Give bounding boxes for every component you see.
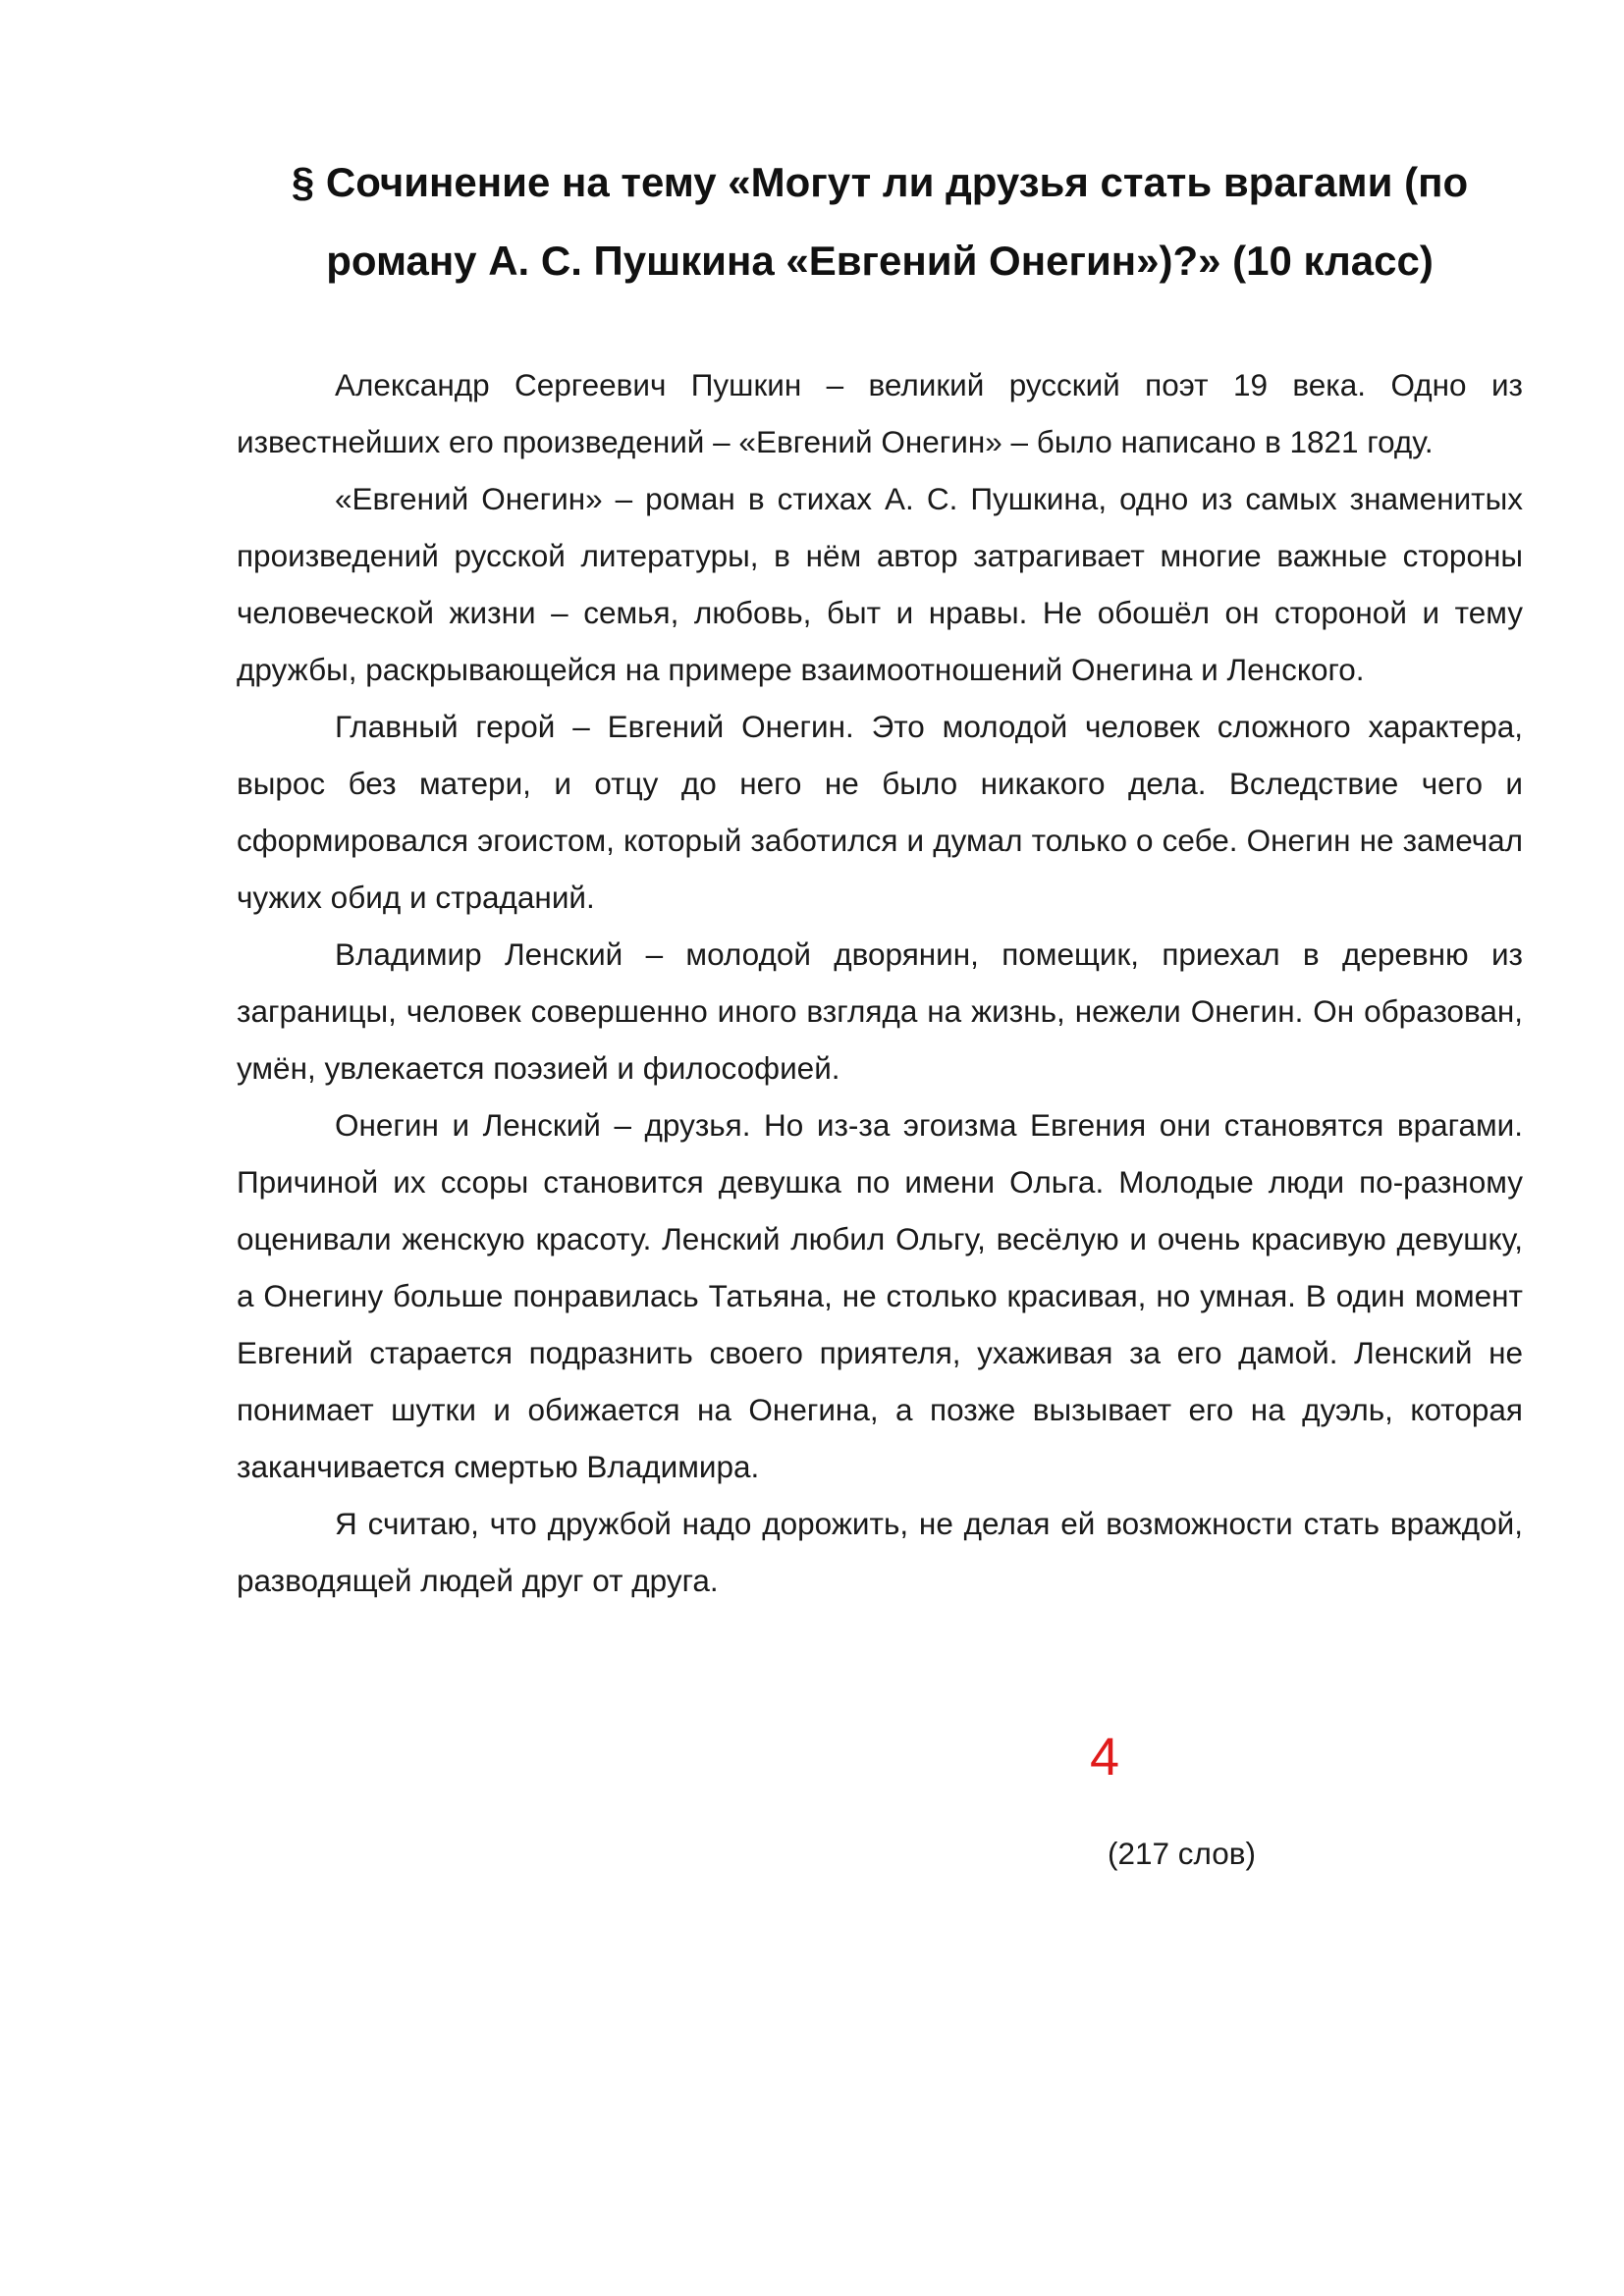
essay-paragraph: Я считаю, что дружбой надо дорожить, не делая ей возможности стать враждой, разводящей людей друг от друга. — [237, 1506, 1523, 1598]
essay-paragraph: Александр Сергеевич Пушкин – великий русский поэт 19 века. Одно из известнейших его произведений – «Евгений Онегин» – было написано в 1821 году. — [237, 367, 1523, 459]
essay-paragraph: Главный герой – Евгений Онегин. Это молодой человек сложного характера, вырос без матери, и отцу до него не было никакого дела. Вследствие чего и сформировался эгоистом, который заботился и думал только о себе. Онегин не замечал чужих обид и страданий. — [237, 709, 1523, 915]
essay-paragraph: Владимир Ленский – молодой дворянин, помещик, приехал в деревню из заграницы, человек совершенно иного взгляда на жизнь, нежели Онегин. Он образован, умён, увлекается поэзией и философией. — [237, 936, 1523, 1086]
grade-mark: 4 — [1090, 1728, 1120, 1787]
essay-title: § Сочинение на тему «Могут ли друзья стать врагами (по роману А. С. Пушкина «Евгений Онегин»)?» (10 класс) — [291, 159, 1469, 284]
word-count: (217 слов) — [1108, 1836, 1257, 1871]
essay-body — [237, 356, 1523, 1609]
essay-paragraph: Онегин и Ленский – друзья. Но из-за эгоизма Евгения они становятся врагами. Причиной их ссоры становится девушка по имени Ольга. Молодые люди по-разному оценивали женскую красоту. Ленский любил Ольгу, весёлую и очень красивую девушку, а Онегину больше понравилась Татьяна, не столько красивая, но умная. В один момент Евгений старается подразнить своего приятеля, ухаживая за его дамой. Ленский не понимает шутки и обижается на Онегина, а позже вызывает его на дуэль, которая заканчивается смертью Владимира. — [237, 1107, 1523, 1484]
essay-paragraph: «Евгений Онегин» – роман в стихах А. С. Пушкина, одно из самых знаменитых произведений русской литературы, в нём автор затрагивает многие важные стороны человеческой жизни – семья, любовь, быт и нравы. Не обошёл он стороной и тему дружбы, раскрывающейся на примере взаимоотношений Онегина и Ленского. — [237, 481, 1523, 687]
